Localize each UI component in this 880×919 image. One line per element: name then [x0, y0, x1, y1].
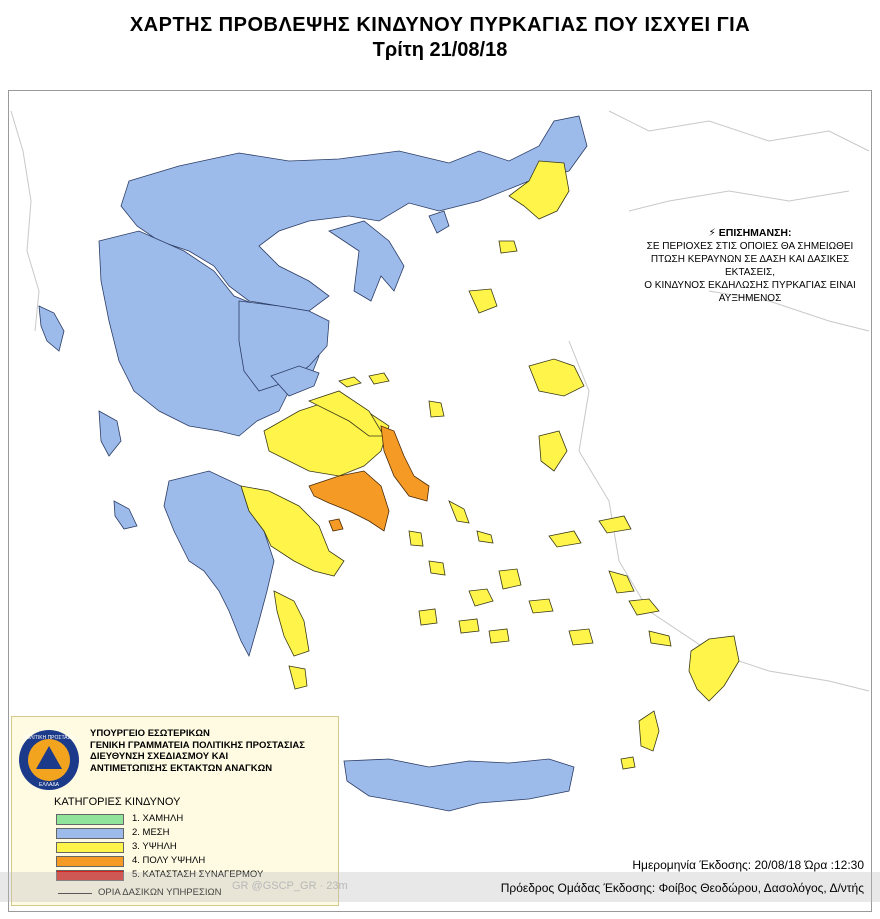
sporades-islands [339, 373, 389, 387]
zakynthos-island [114, 501, 137, 529]
corfu-island [39, 306, 64, 351]
andros-tinos-islands [449, 501, 493, 543]
watermark-text: GR @GSCP_GR · 23m [232, 880, 348, 892]
forecast-date: Τρίτη 21/08/18 [372, 39, 508, 61]
boundary-label: ΟΡΙΑ ΔΑΣΙΚΩΝ ΥΠΗΡΕΣΙΩΝ [98, 887, 222, 898]
legend-swatch [56, 842, 124, 853]
samothraki-thasos-islands [429, 211, 449, 233]
crete-region [344, 759, 574, 811]
civil-protection-logo [18, 729, 80, 791]
kasos-island [621, 757, 635, 769]
legend-label: 2. ΜΕΣΗ [132, 827, 170, 838]
advisory-title: ⚡ ΕΠΙΣΗΜΑΝΣΗ: [708, 227, 792, 239]
legend-swatch [56, 856, 124, 867]
legend-label: 4. ΠΟΛΥ ΥΨΗΛΗ [132, 855, 206, 866]
cyclades-islands [409, 531, 553, 643]
ministry-line: ΥΠΟΥΡΓΕΙΟ ΕΣΩΤΕΡΙΚΩΝ [90, 728, 210, 739]
attica-region [309, 471, 389, 531]
laconia-region [274, 591, 309, 656]
map-header [0, 14, 880, 62]
lemnos-island [469, 289, 497, 313]
legend-label: 3. ΥΨΗΛΗ [132, 841, 177, 852]
samothraki-island [499, 241, 517, 253]
samos-ikaria-islands [549, 516, 631, 547]
legend-label: 5. ΚΑΤΑΣΤΑΣΗ ΣΥΝΑΓΕΡΜΟΥ [132, 869, 264, 880]
lesvos-island [529, 359, 584, 396]
ministry-line: ΓΕΝΙΚΗ ΓΡΑΜΜΑΤΕΙΑ ΠΟΛΙΤΙΚΗΣ ΠΡΟΣΤΑΣΙΑΣ [90, 739, 305, 751]
rhodes-island [689, 636, 739, 701]
legend-swatch [56, 814, 124, 825]
southern-euboea-region [381, 426, 429, 501]
albania-coast-outline [11, 111, 39, 331]
legend-swatch [56, 828, 124, 839]
advisory-line: Ο ΚΙΝΔΥΝΟΣ ΕΚΔΗΛΩΣΗΣ ΠΥΡΚΑΓΙΑΣ ΕΙΝΑΙ ΑΥΞΗΜΕΝΟΣ [644, 280, 856, 304]
turkey-north-outline [609, 111, 869, 151]
kefalonia-island [99, 411, 121, 456]
issuing-group-chair: Πρόεδρος Ομάδας Έκδοσης: Φοίβος Θεοδώρου, Δασολόγος, Δ/ντής [500, 881, 864, 895]
categories-title: ΚΑΤΗΓΟΡΙΕΣ ΚΙΝΔΥΝΟΥ [54, 796, 181, 808]
chalkidiki-region [329, 221, 404, 301]
saronic-islands [329, 519, 343, 531]
skyros-island [429, 401, 444, 417]
ministry-line: ΔΙΕΥΘΥΝΣΗ ΣΧΕΔΙΑΣΜΟΥ ΚΑΙ [90, 751, 229, 762]
ministry-block [90, 728, 305, 774]
lightning-icon: ⚡ [708, 227, 716, 239]
kythira-island [289, 666, 307, 689]
advisory-note [630, 227, 870, 305]
advisory-line: ΣΕ ΠΕΡΙΟΧΕΣ ΣΤΙΣ ΟΠΟΙΕΣ ΘΑ ΣΗΜΕΙΩΘΕΙ [646, 241, 854, 252]
svg-text:ΠΟΛΙΤΙΚΗ ΠΡΟΣΤΑΣΙΑ: ΠΟΛΙΤΙΚΗ ΠΡΟΣΤΑΣΙΑ [22, 735, 76, 741]
turkey-west-coast-outline [629, 191, 849, 211]
issue-datetime: Ημερομηνία Έκδοσης: 20/08/18 Ώρα :12:30 [632, 858, 864, 872]
ministry-line: ΑΝΤΙΜΕΤΩΠΙΣΗΣ ΕΚΤΑΚΤΩΝ ΑΝΑΓΚΩΝ [90, 762, 273, 774]
karpathos-island [639, 711, 659, 751]
svg-text:ΕΛΛΑΔΑ: ΕΛΛΑΔΑ [38, 782, 60, 788]
legend-label: 1. ΧΑΜΗΛΗ [132, 813, 184, 824]
map-title: ΧΑΡΤΗΣ ΠΡΟΒΛΕΨΗΣ ΚΙΝΔΥΝΟΥ ΠΥΡΚΑΓΙΑΣ ΠΟΥ ΙΣΧΥΕΙ ΓΙΑ [129, 14, 751, 36]
advisory-line: ΠΤΩΣΗ ΚΕΡΑΥΝΩΝ ΣΕ ΔΑΣΗ ΚΑΙ ΔΑΣΙΚΕΣ ΕΚΤΑΣΕΙΣ, [650, 254, 850, 278]
central-greece-region [264, 401, 389, 476]
chios-island [539, 431, 567, 471]
dodecanese-islands [569, 571, 671, 646]
